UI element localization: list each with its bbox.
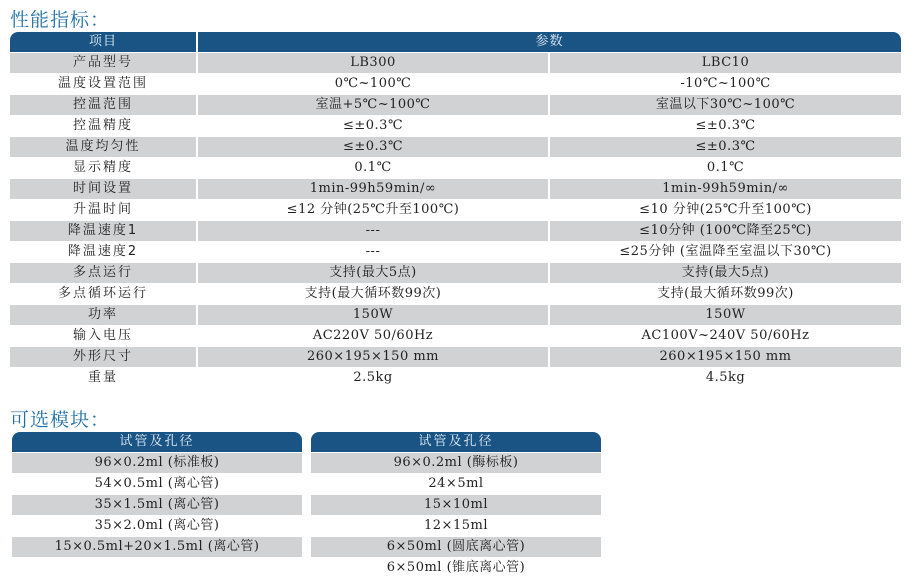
header-item: 项目	[10, 32, 196, 52]
options-right-body	[311, 453, 601, 578]
options-left-body	[12, 453, 302, 557]
options-left-cell: 54×0.5ml (离心管)	[94, 476, 220, 491]
options-right-row	[311, 537, 601, 557]
spec-value-lbc10: 室温以下30℃~100℃	[548, 95, 901, 115]
spec-label: 时间设置	[10, 179, 196, 199]
options-left-header-row	[12, 432, 302, 452]
performance-row	[10, 368, 901, 388]
spec-value-lb300: ≤±0.3℃	[196, 137, 548, 157]
spec-value-lb300: 支持(最大循环数99次)	[196, 284, 548, 304]
spec-value-lb300: LB300	[196, 53, 548, 73]
spec-value-lbc10: 150W	[548, 305, 901, 325]
performance-row	[10, 137, 901, 157]
spec-value-lbc10: 1min-99h59min/∞	[548, 179, 901, 199]
spec-label: 外形尺寸	[10, 347, 196, 367]
spec-value-lbc10: 支持(最大循环数99次)	[548, 284, 901, 304]
spec-value-lbc10: ≤25分钟 (室温降至室温以下30℃)	[548, 242, 901, 262]
performance-row	[10, 242, 901, 262]
spec-value-lb300: ---	[196, 242, 548, 262]
options-right-row	[311, 558, 601, 578]
options-title: 可选模块：	[10, 409, 111, 431]
options-right-row	[311, 516, 601, 536]
spec-value-lb300: 0.1℃	[196, 158, 548, 178]
performance-row	[10, 347, 901, 367]
performance-row	[10, 53, 901, 73]
options-right-row	[311, 495, 601, 515]
options-left-row	[12, 537, 302, 557]
spec-label: 温度设置范围	[57, 76, 148, 91]
performance-row	[10, 305, 901, 325]
spec-value-lbc10: ≤10 分钟(25℃升至100℃)	[548, 200, 901, 220]
options-right-cell: 6×50ml (锥底离心管)	[386, 560, 526, 575]
spec-label: 多点运行	[10, 263, 196, 283]
spec-label: 功率	[10, 305, 196, 325]
options-right-row	[311, 474, 601, 494]
performance-row	[10, 326, 901, 346]
options-left-cell: 35×2.0ml (离心管)	[94, 518, 220, 533]
options-table-left	[12, 431, 302, 558]
options-left-header: 试管及孔径	[12, 432, 302, 452]
spec-value-lbc10: 4.5kg	[548, 368, 901, 388]
spec-value-lb300: 室温+5℃~100℃	[196, 95, 548, 115]
options-left-row	[12, 495, 302, 515]
spec-value-lbc10: ≤±0.3℃	[548, 137, 901, 157]
spec-label: 降温速度1	[10, 221, 196, 241]
options-right-row	[311, 453, 601, 473]
performance-row	[10, 158, 901, 178]
performance-row	[10, 74, 901, 94]
spec-label: 重量	[87, 370, 118, 385]
spec-value-lbc10: AC100V~240V 50/60Hz	[548, 326, 901, 346]
performance-row	[10, 179, 901, 199]
header-params: 参数	[196, 32, 901, 52]
performance-row	[10, 116, 901, 136]
spec-label: 控温范围	[10, 95, 196, 115]
options-left-row	[12, 474, 302, 494]
options-right-cell: 12×15ml	[424, 518, 488, 533]
options-left-cell: 15×0.5ml+20×1.5ml (离心管)	[12, 537, 302, 557]
options-left-cell: 35×1.5ml (离心管)	[12, 495, 302, 515]
performance-body	[10, 53, 901, 388]
options-right-cell: 6×50ml (圆底离心管)	[311, 537, 601, 557]
options-table-right	[311, 431, 601, 579]
spec-value-lbc10: LBC10	[548, 53, 901, 73]
spec-value-lb300: AC220V 50/60Hz	[196, 326, 548, 346]
spec-value-lbc10: 0.1℃	[548, 158, 901, 178]
spec-label: 输入电压	[72, 328, 133, 343]
spec-value-lbc10: -10℃~100℃	[548, 74, 901, 94]
performance-title: 性能指标：	[10, 9, 111, 31]
options-left-row	[12, 516, 302, 536]
spec-value-lb300: ≤12 分钟(25℃升至100℃)	[196, 200, 548, 220]
spec-label: 降温速度2	[67, 244, 139, 259]
options-right-cell: 24×5ml	[428, 476, 484, 491]
performance-row	[10, 263, 901, 283]
spec-value-lb300: 2.5kg	[196, 368, 548, 388]
spec-value-lb300: 260×195×150 mm	[196, 347, 548, 367]
spec-value-lb300: 支持(最大5点)	[196, 263, 548, 283]
spec-label: 多点循环运行	[57, 286, 148, 301]
performance-row	[10, 284, 901, 304]
performance-row	[10, 95, 901, 115]
spec-label: 控温精度	[72, 118, 133, 133]
performance-table	[10, 31, 901, 389]
spec-value-lb300: 0℃~100℃	[196, 74, 548, 94]
performance-header-row	[10, 32, 901, 52]
spec-label: 升温时间	[72, 202, 133, 217]
spec-value-lbc10: ≤10分钟 (100℃降至25℃)	[548, 221, 901, 241]
spec-value-lb300: 1min-99h59min/∞	[196, 179, 548, 199]
spec-label: 产品型号	[10, 53, 196, 73]
options-left-row	[12, 453, 302, 473]
spec-value-lb300: ---	[196, 221, 548, 241]
spec-value-lb300: ≤±0.3℃	[196, 116, 548, 136]
spec-value-lb300: 150W	[196, 305, 548, 325]
spec-label: 温度均匀性	[10, 137, 196, 157]
spec-value-lbc10: 支持(最大5点)	[548, 263, 901, 283]
spec-value-lbc10: 260×195×150 mm	[548, 347, 901, 367]
options-right-cell: 15×10ml	[311, 495, 601, 515]
spec-label: 显示精度	[72, 160, 133, 175]
options-left-cell: 96×0.2ml (标准板)	[12, 453, 302, 473]
options-right-cell: 96×0.2ml (酶标板)	[311, 453, 601, 473]
options-right-header: 试管及孔径	[311, 432, 601, 452]
options-right-header-row	[311, 432, 601, 452]
performance-row	[10, 200, 901, 220]
performance-row	[10, 221, 901, 241]
spec-value-lbc10: ≤±0.3℃	[548, 116, 901, 136]
